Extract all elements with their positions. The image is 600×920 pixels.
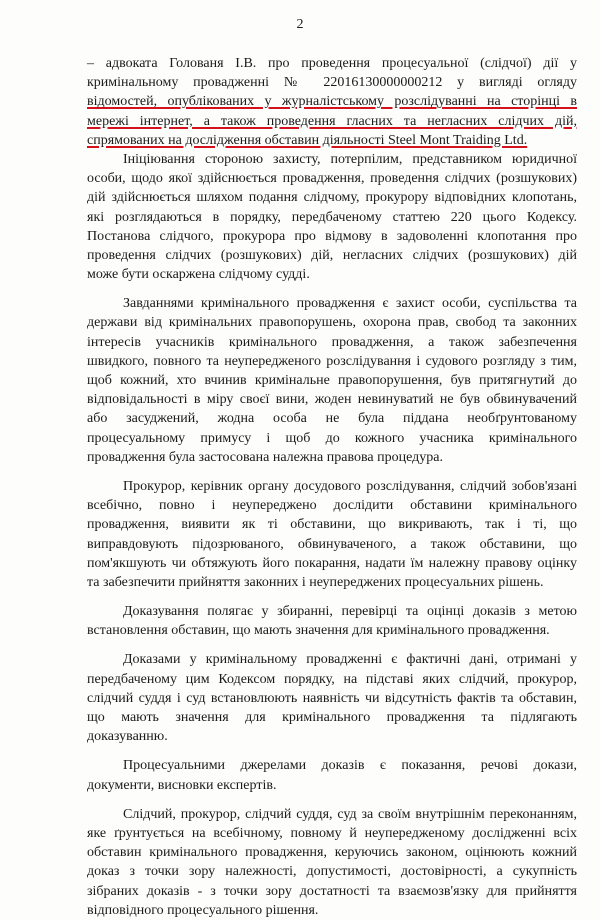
paragraph-intro	[87, 54, 577, 150]
paragraph-sources	[87, 756, 577, 794]
text-line: дій здійснюється шляхом подання слідчому, прокурору відповідних клопотань,	[87, 190, 577, 206]
text-line: слідчий суддя і суд встановлюють наявність чи відсутність фактів та обставин,	[87, 690, 577, 706]
text-line: Доказування полягає у збиранні, перевірці та оцінці доказів з метою	[123, 604, 577, 620]
text-line: проведення слідчих (розшукових) дій, негласних слідчих (розшукових) дій	[87, 247, 577, 263]
text-line: провадження, виявити як ті обставини, що викривають, так і ті, що	[87, 517, 577, 533]
text-line: інтересів учасників кримінального провадження, а також забезпечення	[87, 334, 577, 350]
text-line: швидкого, повного та неупередженого розслідування і судового розгляду з тим,	[87, 353, 577, 369]
paragraph-assessment	[87, 805, 577, 920]
text-line: Слідчий, прокурор, слідчий суддя, суд за своїм внутрішнім переконанням,	[123, 806, 577, 822]
document-body	[87, 54, 577, 920]
text-line: може бути оскаржена слідчому судді.	[87, 267, 310, 283]
text-line: держави від кримінальних правопорушень, охорона прав, свобод та законних	[87, 315, 577, 331]
text-line: передбаченому цим Кодексом порядку, на підставі яких слідчий, прокурор,	[87, 671, 577, 687]
highlighted-text-line: відомостей, опублікованих у журналістському розслідуванні на сторінці в	[87, 94, 577, 110]
text-line: документи, висновки експертів.	[87, 777, 277, 793]
text-line: Ініціювання стороною захисту, потерпілим, представником юридичної	[123, 151, 577, 167]
text-line: – адвоката Голованя І.В. про проведення процесуальної (слідчої) дії у	[87, 56, 577, 71]
text-line: або засуджений, жодна особа не була піддана необґрунтованому	[87, 411, 577, 427]
text-line: особи, щодо якої здійснюється провадження, проведення слідчих (розшукових)	[87, 171, 577, 187]
paragraph-prosecutor	[87, 477, 577, 592]
text-line: провадження була застосована належна правова процедура.	[87, 449, 443, 465]
paragraph-initiation	[87, 150, 577, 284]
text-line: доказ з точки зору належності, допустимості, достовірності, а сукупність	[87, 864, 577, 880]
highlighted-text-line: спрямованих на дослідження обставин діяльності Steel Mont Traiding Ltd.	[87, 132, 528, 148]
text-line: які розглядаються в порядку, передбаченому статтею 220 цього Кодексу.	[87, 209, 577, 225]
text-line: яке ґрунтується на всебічному, повному й неупередженому дослідженні всіх	[87, 825, 577, 841]
text-line: процесуальному примусу і щоб до кожного учасника кримінального	[87, 430, 577, 446]
text-line: Прокурор, керівник органу досудового розслідування, слідчий зобов'язані	[123, 478, 577, 494]
text-line: щоб кожний, хто вчинив кримінальне правопорушення, був притягнутий до	[87, 373, 577, 388]
text-line: Постанова слідчого, прокурора про відмову в задоволенні клопотання про	[87, 228, 577, 244]
text-line: кримінальному провадженні № 22016130000000212 у вигляді огляду	[87, 75, 577, 91]
text-line: Доказами у кримінальному провадженні є фактичні дані, отримані у	[123, 652, 577, 668]
page-number: 2	[296, 17, 304, 32]
text-line: Завданнями кримінального провадження є захист особи, суспільства та	[123, 296, 577, 312]
text-line: та забезпечити прийняття законних і неупереджених процесуальних рішень.	[87, 574, 544, 590]
text-line: відповідного процесуального рішення.	[87, 902, 319, 918]
paragraph-proving	[87, 602, 577, 640]
text-line: обставин кримінального провадження, керуючись законом, оцінюють кожний	[87, 845, 577, 861]
text-line: встановлення обставин, що мають значення для кримінального провадження.	[87, 623, 550, 639]
text-line: Процесуальними джерелами доказів є показання, речові докази,	[123, 758, 577, 774]
text-line: виправдовують підозрюваного, обвинуваченого, а також обставини, що	[87, 536, 577, 552]
text-line: відповідальності в міру своєї вини, жоден невинуватий не був обвинувачений	[87, 392, 577, 408]
paragraph-tasks	[87, 294, 577, 467]
text-line: всебічно, повно і неупереджено дослідити обставини кримінального	[87, 498, 577, 514]
text-line: зібраних доказів - з точки зору достатності та взаємозв'язку для прийняття	[87, 883, 577, 899]
text-line: пом'якшують чи обтяжують його покарання, надати їм належну правову оцінку	[87, 555, 577, 571]
text-line: що мають значення для кримінального провадження та підлягають	[87, 710, 577, 725]
highlighted-text-line: мережі інтернет, а також проведення гласних та негласних слідчих дій,	[87, 113, 577, 129]
text-line: доказуванню.	[87, 729, 168, 745]
paragraph-evidence	[87, 650, 577, 746]
